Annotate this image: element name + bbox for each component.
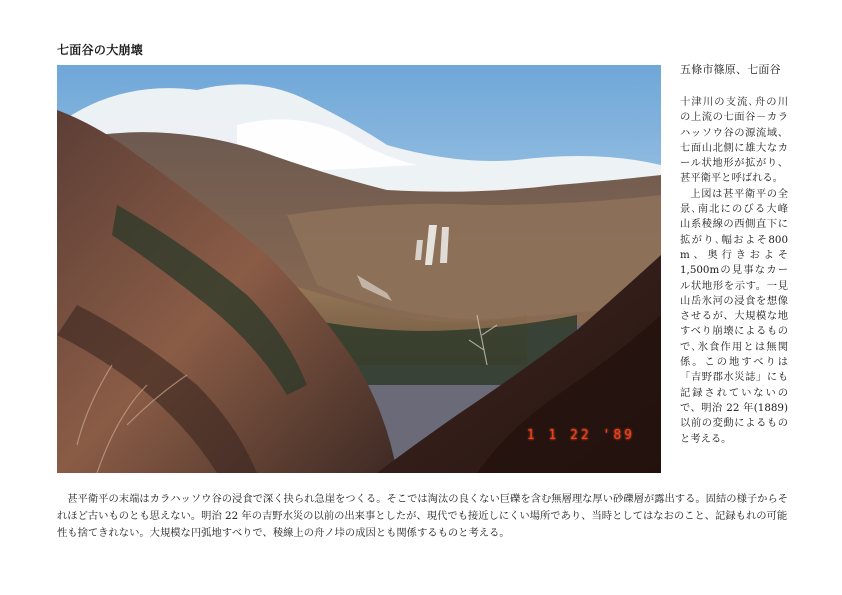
mountain-valley-photo bbox=[57, 65, 661, 473]
side-column-text bbox=[680, 95, 788, 447]
valley-photo bbox=[57, 65, 661, 473]
bottom-paragraph: 甚平衛平の末端はカラハッソウ谷の浸食で深く抉られ急崖をつくる。そこでは淘汰の良くない巨礫を含む無層理な厚い砂礫層が露出する。固結の様子からそれほど古いものとも思えない。明治 22 年の吉野水災の以前の出来事としたが、現代でも接近しにくい場所であり、当時としてはなおのこと、記録もれの可能性も捨てきれない。大規模な円弧地すべりで、稜線上の舟ノ垰の成因とも関係するものと考える。 bbox=[57, 493, 789, 539]
page-title: 七面谷の大崩壊 bbox=[57, 43, 144, 57]
location-caption: 五條市篠原、七面谷 bbox=[680, 63, 781, 76]
side-paragraph-1: 十津川の支流､舟の川の上流の七面谷－カラハッソウ谷の源流域、七面山北側に雄大なカール状地形が拡がり、甚平衛平と呼ばれる。 bbox=[680, 96, 788, 185]
side-paragraph-2: 上図は甚平衛平の全景､南北にのびる大峰山系稜線の西側直下に拡がり､幅およそ800 m、奥行きおよそ1,500mの見事なカール状地形を示す。一見山岳氷河の浸食を想像させるが、大規模な地すべり崩壊によるもので､氷食作用とは無関係。この地すべりは「吉野郡水災誌」にも記録されていないので、明治 22 年(1889)以前の変動によるものと考える。 bbox=[680, 187, 788, 445]
photo-date-stamp: 1 1 22 '89 bbox=[526, 428, 635, 443]
